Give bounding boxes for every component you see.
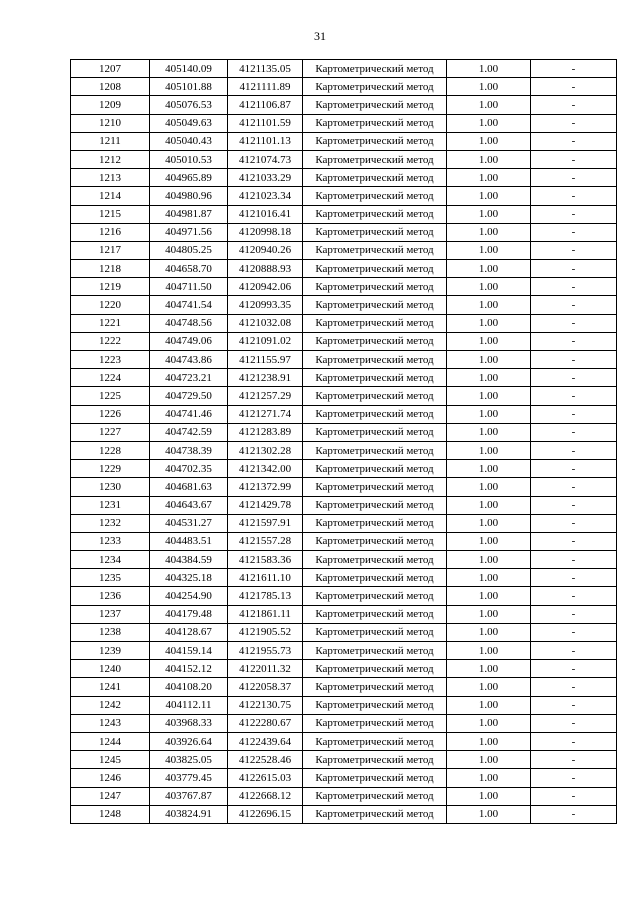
point-number-cell: 1224 [71,369,150,387]
table-row [71,732,617,750]
point-number-cell: 1248 [71,805,150,823]
table-row [71,132,617,150]
point-number-cell: 1220 [71,296,150,314]
x-coordinate-cell: 404971.56 [150,223,228,241]
method-cell: Картометрический метод [303,805,447,823]
accuracy-cell: 1.00 [447,642,531,660]
y-coordinate-cell: 4121257.29 [228,387,303,405]
method-cell: Картометрический метод [303,60,447,78]
point-number-cell: 1222 [71,332,150,350]
description-cell: - [531,660,617,678]
accuracy-cell: 1.00 [447,478,531,496]
y-coordinate-cell: 4122615.03 [228,769,303,787]
method-cell: Картометрический метод [303,223,447,241]
description-cell: - [531,223,617,241]
accuracy-cell: 1.00 [447,587,531,605]
accuracy-cell: 1.00 [447,660,531,678]
accuracy-cell: 1.00 [447,114,531,132]
table-row [71,569,617,587]
point-number-cell: 1208 [71,78,150,96]
x-coordinate-cell: 404179.48 [150,605,228,623]
x-coordinate-cell: 404643.67 [150,496,228,514]
table-row [71,805,617,823]
point-number-cell: 1244 [71,732,150,750]
x-coordinate-cell: 404742.59 [150,423,228,441]
description-cell: - [531,369,617,387]
accuracy-cell: 1.00 [447,460,531,478]
point-number-cell: 1209 [71,96,150,114]
x-coordinate-cell: 404711.50 [150,278,228,296]
method-cell: Картометрический метод [303,260,447,278]
accuracy-cell: 1.00 [447,223,531,241]
x-coordinate-cell: 403767.87 [150,787,228,805]
coordinates-table-body [71,60,617,824]
description-cell: - [531,423,617,441]
x-coordinate-cell: 405140.09 [150,60,228,78]
table-row [71,223,617,241]
y-coordinate-cell: 4120998.18 [228,223,303,241]
accuracy-cell: 1.00 [447,441,531,459]
y-coordinate-cell: 4120888.93 [228,260,303,278]
method-cell: Картометрический метод [303,441,447,459]
x-coordinate-cell: 404531.27 [150,514,228,532]
method-cell: Картометрический метод [303,351,447,369]
y-coordinate-cell: 4121106.87 [228,96,303,114]
accuracy-cell: 1.00 [447,551,531,569]
method-cell: Картометрический метод [303,751,447,769]
accuracy-cell: 1.00 [447,769,531,787]
method-cell: Картометрический метод [303,569,447,587]
x-coordinate-cell: 404384.59 [150,551,228,569]
x-coordinate-cell: 404702.35 [150,460,228,478]
y-coordinate-cell: 4122130.75 [228,696,303,714]
method-cell: Картометрический метод [303,769,447,787]
x-coordinate-cell: 403824.91 [150,805,228,823]
table-row [71,587,617,605]
y-coordinate-cell: 4121342.00 [228,460,303,478]
description-cell: - [531,314,617,332]
method-cell: Картометрический метод [303,660,447,678]
accuracy-cell: 1.00 [447,314,531,332]
x-coordinate-cell: 405049.63 [150,114,228,132]
x-coordinate-cell: 403825.05 [150,751,228,769]
method-cell: Картометрический метод [303,132,447,150]
description-cell: - [531,551,617,569]
description-cell: - [531,678,617,696]
method-cell: Картометрический метод [303,96,447,114]
y-coordinate-cell: 4121023.34 [228,187,303,205]
y-coordinate-cell: 4122058.37 [228,678,303,696]
x-coordinate-cell: 404981.87 [150,205,228,223]
method-cell: Картометрический метод [303,587,447,605]
accuracy-cell: 1.00 [447,678,531,696]
description-cell: - [531,405,617,423]
table-row [71,78,617,96]
method-cell: Картометрический метод [303,714,447,732]
point-number-cell: 1214 [71,187,150,205]
accuracy-cell: 1.00 [447,332,531,350]
point-number-cell: 1234 [71,551,150,569]
table-row [71,60,617,78]
method-cell: Картометрический метод [303,787,447,805]
point-number-cell: 1239 [71,642,150,660]
point-number-cell: 1245 [71,751,150,769]
table-row [71,496,617,514]
y-coordinate-cell: 4121111.89 [228,78,303,96]
point-number-cell: 1221 [71,314,150,332]
y-coordinate-cell: 4121583.36 [228,551,303,569]
y-coordinate-cell: 4121155.97 [228,351,303,369]
table-row [71,150,617,168]
table-row [71,169,617,187]
description-cell: - [531,296,617,314]
point-number-cell: 1215 [71,205,150,223]
point-number-cell: 1240 [71,660,150,678]
method-cell: Картометрический метод [303,423,447,441]
y-coordinate-cell: 4120942.06 [228,278,303,296]
y-coordinate-cell: 4121283.89 [228,423,303,441]
x-coordinate-cell: 404738.39 [150,441,228,459]
point-number-cell: 1212 [71,150,150,168]
x-coordinate-cell: 404108.20 [150,678,228,696]
description-cell: - [531,642,617,660]
x-coordinate-cell: 405040.43 [150,132,228,150]
method-cell: Картометрический метод [303,150,447,168]
description-cell: - [531,60,617,78]
method-cell: Картометрический метод [303,78,447,96]
point-number-cell: 1230 [71,478,150,496]
point-number-cell: 1219 [71,278,150,296]
table-row [71,623,617,641]
point-number-cell: 1207 [71,60,150,78]
description-cell: - [531,96,617,114]
table-row [71,369,617,387]
table-row [71,187,617,205]
description-cell: - [531,205,617,223]
description-cell: - [531,696,617,714]
method-cell: Картометрический метод [303,332,447,350]
description-cell: - [531,587,617,605]
method-cell: Картометрический метод [303,678,447,696]
description-cell: - [531,332,617,350]
description-cell: - [531,514,617,532]
method-cell: Картометрический метод [303,642,447,660]
description-cell: - [531,732,617,750]
point-number-cell: 1246 [71,769,150,787]
x-coordinate-cell: 404325.18 [150,569,228,587]
accuracy-cell: 1.00 [447,187,531,205]
table-row [71,96,617,114]
accuracy-cell: 1.00 [447,623,531,641]
point-number-cell: 1213 [71,169,150,187]
point-number-cell: 1225 [71,387,150,405]
description-cell: - [531,751,617,769]
accuracy-cell: 1.00 [447,60,531,78]
x-coordinate-cell: 404741.46 [150,405,228,423]
y-coordinate-cell: 4122011.32 [228,660,303,678]
x-coordinate-cell: 404805.25 [150,241,228,259]
description-cell: - [531,150,617,168]
x-coordinate-cell: 403926.64 [150,732,228,750]
accuracy-cell: 1.00 [447,369,531,387]
point-number-cell: 1238 [71,623,150,641]
x-coordinate-cell: 404152.12 [150,660,228,678]
description-cell: - [531,496,617,514]
x-coordinate-cell: 404128.67 [150,623,228,641]
coordinates-table [70,59,617,824]
point-number-cell: 1229 [71,460,150,478]
table-row [71,260,617,278]
table-row [71,441,617,459]
y-coordinate-cell: 4121302.28 [228,441,303,459]
y-coordinate-cell: 4120993.35 [228,296,303,314]
table-row [71,460,617,478]
table-row [71,241,617,259]
y-coordinate-cell: 4121032.08 [228,314,303,332]
y-coordinate-cell: 4122528.46 [228,751,303,769]
x-coordinate-cell: 404980.96 [150,187,228,205]
y-coordinate-cell: 4122439.64 [228,732,303,750]
description-cell: - [531,769,617,787]
method-cell: Картометрический метод [303,478,447,496]
table-row [71,551,617,569]
table-row [71,696,617,714]
description-cell: - [531,187,617,205]
point-number-cell: 1216 [71,223,150,241]
table-row [71,478,617,496]
table-row [71,205,617,223]
x-coordinate-cell: 403968.33 [150,714,228,732]
x-coordinate-cell: 404729.50 [150,387,228,405]
point-number-cell: 1236 [71,587,150,605]
method-cell: Картометрический метод [303,187,447,205]
description-cell: - [531,114,617,132]
description-cell: - [531,478,617,496]
method-cell: Картометрический метод [303,605,447,623]
table-row [71,642,617,660]
method-cell: Картометрический метод [303,623,447,641]
table-row [71,296,617,314]
description-cell: - [531,805,617,823]
accuracy-cell: 1.00 [447,96,531,114]
accuracy-cell: 1.00 [447,132,531,150]
table-row [71,332,617,350]
description-cell: - [531,714,617,732]
table-row [71,678,617,696]
table-row [71,714,617,732]
x-coordinate-cell: 404749.06 [150,332,228,350]
y-coordinate-cell: 4121271.74 [228,405,303,423]
point-number-cell: 1218 [71,260,150,278]
method-cell: Картометрический метод [303,314,447,332]
point-number-cell: 1226 [71,405,150,423]
accuracy-cell: 1.00 [447,605,531,623]
accuracy-cell: 1.00 [447,751,531,769]
y-coordinate-cell: 4121372.99 [228,478,303,496]
description-cell: - [531,623,617,641]
y-coordinate-cell: 4121091.02 [228,332,303,350]
method-cell: Картометрический метод [303,696,447,714]
method-cell: Картометрический метод [303,405,447,423]
description-cell: - [531,78,617,96]
accuracy-cell: 1.00 [447,150,531,168]
point-number-cell: 1211 [71,132,150,150]
method-cell: Картометрический метод [303,169,447,187]
description-cell: - [531,260,617,278]
x-coordinate-cell: 404741.54 [150,296,228,314]
x-coordinate-cell: 404159.14 [150,642,228,660]
description-cell: - [531,787,617,805]
x-coordinate-cell: 405101.88 [150,78,228,96]
table-row [71,787,617,805]
method-cell: Картометрический метод [303,514,447,532]
accuracy-cell: 1.00 [447,514,531,532]
accuracy-cell: 1.00 [447,205,531,223]
point-number-cell: 1237 [71,605,150,623]
y-coordinate-cell: 4120940.26 [228,241,303,259]
description-cell: - [531,169,617,187]
y-coordinate-cell: 4121905.52 [228,623,303,641]
x-coordinate-cell: 404112.11 [150,696,228,714]
method-cell: Картометрический метод [303,278,447,296]
accuracy-cell: 1.00 [447,496,531,514]
table-row [71,514,617,532]
method-cell: Картометрический метод [303,241,447,259]
accuracy-cell: 1.00 [447,260,531,278]
point-number-cell: 1242 [71,696,150,714]
y-coordinate-cell: 4122696.15 [228,805,303,823]
x-coordinate-cell: 404483.51 [150,532,228,550]
description-cell: - [531,532,617,550]
x-coordinate-cell: 404965.89 [150,169,228,187]
point-number-cell: 1228 [71,441,150,459]
table-row [71,423,617,441]
y-coordinate-cell: 4121785.13 [228,587,303,605]
accuracy-cell: 1.00 [447,405,531,423]
description-cell: - [531,351,617,369]
table-row [71,114,617,132]
x-coordinate-cell: 403779.45 [150,769,228,787]
accuracy-cell: 1.00 [447,532,531,550]
accuracy-cell: 1.00 [447,569,531,587]
x-coordinate-cell: 404743.86 [150,351,228,369]
method-cell: Картометрический метод [303,460,447,478]
y-coordinate-cell: 4121033.29 [228,169,303,187]
accuracy-cell: 1.00 [447,696,531,714]
method-cell: Картометрический метод [303,551,447,569]
y-coordinate-cell: 4121611.10 [228,569,303,587]
accuracy-cell: 1.00 [447,423,531,441]
description-cell: - [531,569,617,587]
method-cell: Картометрический метод [303,369,447,387]
x-coordinate-cell: 405076.53 [150,96,228,114]
y-coordinate-cell: 4122668.12 [228,787,303,805]
y-coordinate-cell: 4121955.73 [228,642,303,660]
method-cell: Картометрический метод [303,205,447,223]
table-row [71,532,617,550]
point-number-cell: 1247 [71,787,150,805]
table-row [71,605,617,623]
x-coordinate-cell: 404748.56 [150,314,228,332]
x-coordinate-cell: 404658.70 [150,260,228,278]
accuracy-cell: 1.00 [447,78,531,96]
accuracy-cell: 1.00 [447,714,531,732]
description-cell: - [531,441,617,459]
table-row [71,387,617,405]
y-coordinate-cell: 4121861.11 [228,605,303,623]
accuracy-cell: 1.00 [447,787,531,805]
accuracy-cell: 1.00 [447,169,531,187]
table-row [71,751,617,769]
y-coordinate-cell: 4121074.73 [228,150,303,168]
method-cell: Картометрический метод [303,732,447,750]
y-coordinate-cell: 4121101.59 [228,114,303,132]
y-coordinate-cell: 4121135.05 [228,60,303,78]
table-row [71,405,617,423]
accuracy-cell: 1.00 [447,241,531,259]
y-coordinate-cell: 4121597.91 [228,514,303,532]
page-number: 31 [314,29,326,43]
description-cell: - [531,460,617,478]
y-coordinate-cell: 4121016.41 [228,205,303,223]
method-cell: Картометрический метод [303,114,447,132]
y-coordinate-cell: 4121429.78 [228,496,303,514]
accuracy-cell: 1.00 [447,278,531,296]
table-row [71,769,617,787]
point-number-cell: 1210 [71,114,150,132]
method-cell: Картометрический метод [303,387,447,405]
y-coordinate-cell: 4122280.67 [228,714,303,732]
x-coordinate-cell: 404254.90 [150,587,228,605]
method-cell: Картометрический метод [303,496,447,514]
table-row [71,660,617,678]
accuracy-cell: 1.00 [447,387,531,405]
point-number-cell: 1227 [71,423,150,441]
description-cell: - [531,605,617,623]
table-row [71,314,617,332]
accuracy-cell: 1.00 [447,805,531,823]
point-number-cell: 1241 [71,678,150,696]
x-coordinate-cell: 404681.63 [150,478,228,496]
point-number-cell: 1235 [71,569,150,587]
accuracy-cell: 1.00 [447,732,531,750]
y-coordinate-cell: 4121101.13 [228,132,303,150]
table-row [71,351,617,369]
point-number-cell: 1223 [71,351,150,369]
y-coordinate-cell: 4121557.28 [228,532,303,550]
point-number-cell: 1231 [71,496,150,514]
accuracy-cell: 1.00 [447,351,531,369]
description-cell: - [531,132,617,150]
point-number-cell: 1243 [71,714,150,732]
method-cell: Картометрический метод [303,296,447,314]
x-coordinate-cell: 404723.21 [150,369,228,387]
point-number-cell: 1233 [71,532,150,550]
y-coordinate-cell: 4121238.91 [228,369,303,387]
point-number-cell: 1217 [71,241,150,259]
table-row [71,278,617,296]
description-cell: - [531,387,617,405]
description-cell: - [531,278,617,296]
x-coordinate-cell: 405010.53 [150,150,228,168]
description-cell: - [531,241,617,259]
point-number-cell: 1232 [71,514,150,532]
method-cell: Картометрический метод [303,532,447,550]
accuracy-cell: 1.00 [447,296,531,314]
